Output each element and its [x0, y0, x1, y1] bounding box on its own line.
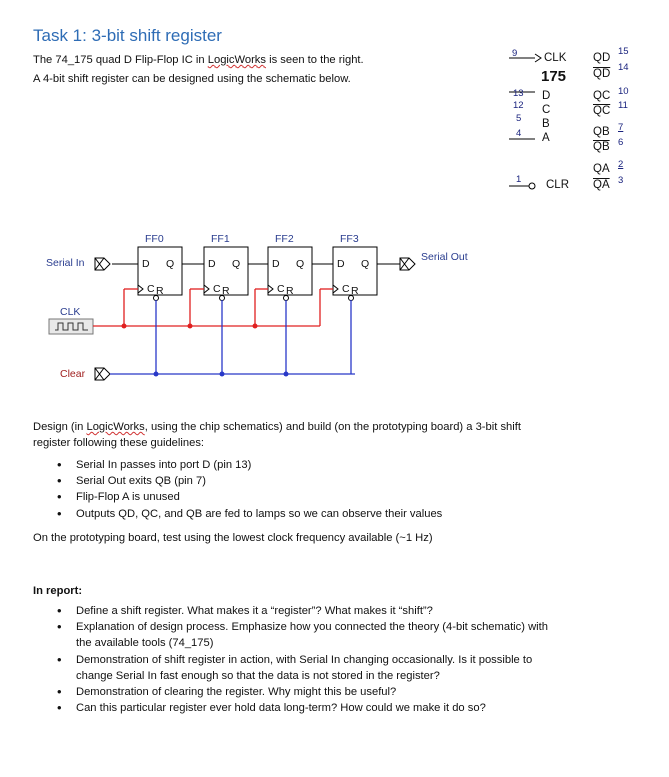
ff2-d: D — [272, 258, 280, 270]
list-item: • Serial Out exits QB (pin 7) — [57, 473, 442, 489]
ff3-c: C — [342, 283, 350, 295]
pin-14: 14 — [618, 62, 629, 73]
pin-15: 15 — [618, 46, 629, 57]
ff1-c: C — [213, 283, 221, 295]
pin-3: 3 — [618, 175, 624, 186]
chip-output-qd: QD — [593, 52, 611, 64]
design-line-2: register following these guidelines: — [33, 437, 205, 449]
chip-output-qb-bar: $\overline{QB}$ — [593, 141, 610, 153]
chip-output-qa: QA — [593, 163, 610, 175]
design-line-1: Design (in LogicWorks, using the chip schematics) and build (on the prototyping board) a 3-bit shift — [33, 421, 521, 433]
ff0-r: R — [156, 285, 164, 297]
serial-out-label: Serial Out — [421, 251, 468, 263]
ff0-c: C — [147, 283, 155, 295]
ff3-r: R — [351, 285, 359, 297]
logicworks-word: LogicWorks — [207, 54, 266, 66]
list-item: • Can this particular register ever hold data long-term? How could we make it do so? — [57, 700, 548, 716]
ff3-label: FF3 — [340, 233, 359, 245]
ff2-c: C — [277, 283, 285, 295]
list-item: • Outputs QD, QC, and QB are fed to lamps so we can observe their values — [57, 506, 442, 522]
intro-line-2: A 4-bit shift register can be designed using the schematic below. — [33, 73, 351, 85]
list-item-continuation: the available tools (74_175) — [76, 637, 214, 650]
task-title: Task 1: 3-bit shift register — [33, 26, 222, 45]
logicworks-word-2: LogicWorks — [86, 421, 145, 433]
list-item: • Explanation of design process. Emphasize how you connected the theory (4-bit schematic) with — [57, 619, 548, 635]
chip-part-number: 175 — [541, 68, 567, 85]
pin-10: 10 — [618, 86, 629, 97]
clk-label: CLK — [60, 306, 81, 318]
ff1-r: R — [222, 285, 230, 297]
clk-source-block — [49, 319, 93, 334]
chip-output-qd-bar: $\overline{QD}$ — [593, 68, 611, 80]
chip-output-qa-bar: $\overline{QA}$ — [593, 179, 610, 191]
chip-input-d: D — [542, 90, 551, 102]
pin-1: 1 — [516, 174, 522, 185]
list-item: • Demonstration of shift register in action, with Serial In changing occasionally. Is it possible to — [57, 652, 548, 668]
ff2-r: R — [286, 285, 294, 297]
chip-output-qc-bar: $\overline{QC}$ — [593, 105, 611, 117]
test-instruction: On the prototyping board, test using the lowest clock frequency available (~1 Hz) — [33, 532, 433, 544]
ff1-label: FF1 — [211, 233, 230, 245]
ff1-q: Q — [232, 258, 241, 270]
pin-7: 7 — [618, 122, 624, 133]
report-list — [57, 603, 548, 716]
list-item: • Demonstration of clearing the register. Why might this be useful? — [57, 684, 548, 700]
ff0-label: FF0 — [145, 233, 164, 245]
ff2-label: FF2 — [275, 233, 294, 245]
chip-output-qc: QC — [593, 90, 611, 102]
pin-9: 9 — [512, 48, 518, 59]
report-heading: In report: — [33, 585, 83, 597]
pin-2: 2 — [618, 159, 624, 170]
pin-12: 12 — [513, 100, 524, 111]
pin-13: 13 — [513, 88, 524, 99]
pin-6: 6 — [618, 137, 624, 148]
list-item: • Serial In passes into port D (pin 13) — [57, 457, 442, 473]
ff2-q: Q — [296, 258, 305, 270]
ff1-d: D — [208, 258, 216, 270]
chip-clr-label: CLR — [546, 179, 570, 191]
chip-input-a: A — [542, 132, 550, 144]
list-item: • Flip-Flop A is unused — [57, 489, 442, 505]
chip-input-b: B — [542, 118, 550, 130]
clear-label: Clear — [60, 368, 86, 380]
serial-in-label: Serial In — [46, 257, 85, 269]
chip-clk-label: CLK — [544, 52, 567, 64]
pin-5: 5 — [516, 113, 522, 124]
ff3-d: D — [337, 258, 345, 270]
ff0-q: Q — [166, 258, 175, 270]
list-item-continuation: change Serial In fast enough so that the data is not stored in the register? — [76, 669, 440, 682]
chip-output-qb: QB — [593, 126, 610, 138]
ff0-d: D — [142, 258, 150, 270]
ff3-q: Q — [361, 258, 370, 270]
design-guidelines-list — [57, 457, 442, 522]
list-item: • Define a shift register. What makes it a “register”? What makes it “shift”? — [57, 603, 548, 619]
intro-line-1: The 74_175 quad D Flip-Flop IC in LogicWorks is seen to the right. — [33, 54, 364, 66]
pin-4: 4 — [516, 128, 522, 139]
chip-input-c: C — [542, 104, 551, 116]
pin-11: 11 — [618, 100, 628, 111]
